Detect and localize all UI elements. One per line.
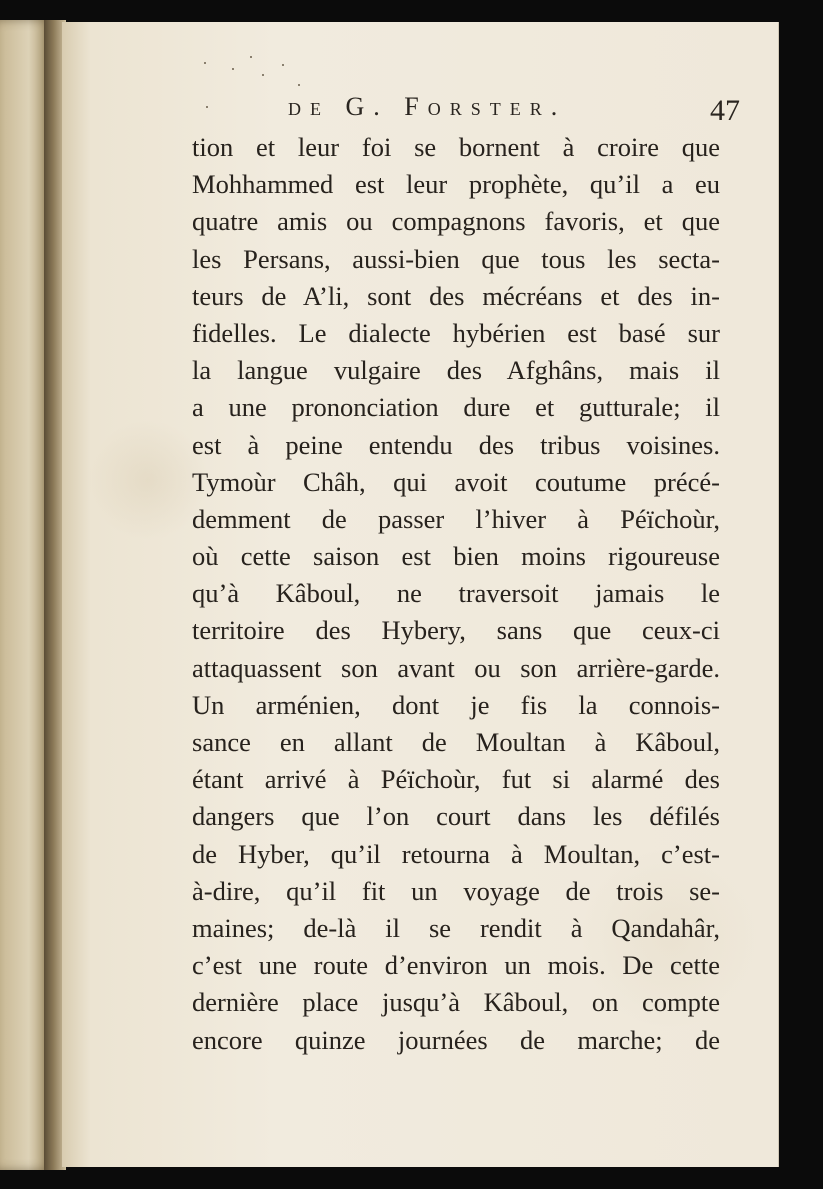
text-line: territoire des Hybery, sans que ceux-ci [192, 615, 720, 646]
text-line: fidelles. Le dialecte hybérien est basé sur [192, 317, 720, 348]
text-line: teurs de A’li, sont des mécréans et des in- [192, 280, 720, 311]
text-line: tion et leur foi se bornent à croire que [192, 132, 720, 162]
page-number: 47 [710, 94, 740, 127]
text-line: encore quinze journées de marche; de [192, 1024, 720, 1055]
body-text [192, 129, 720, 1059]
text-line: Mohhammed est leur prophète, qu’il a eu [192, 169, 720, 200]
text-line: sance en allant de Moultan à Kâboul, [192, 727, 720, 757]
text-line: Un arménien, dont je fis la connois- [192, 689, 720, 720]
text-line: c’est une route d’environ un mois. De cette [192, 950, 720, 981]
text-line: a une prononciation dure et gutturale; il [192, 392, 720, 423]
text-line: qu’à Kâboul, ne traversoit jamais le [192, 578, 720, 609]
running-head [288, 92, 758, 132]
text-line: quatre amis ou compagnons favoris, et que [192, 206, 720, 237]
text-line: les Persans, aussi-bien que tous les secta- [192, 243, 720, 274]
text-line: étant arrivé à Péïchoùr, fut si alarmé des [192, 764, 720, 795]
book-page [62, 22, 778, 1167]
text-line: dangers que l’on court dans les défilés [192, 801, 720, 832]
text-line: est à peine entendu des tribus voisines. [192, 429, 720, 460]
text-line: maines; de-là il se rendit à Qandahâr, [192, 912, 720, 943]
text-line: Tymoùr Châh, qui avoit coutume précé- [192, 466, 720, 497]
text-line: demment de passer l’hiver à Péïchoùr, [192, 503, 720, 534]
text-line: attaquassent son avant ou son arrière-garde. [192, 652, 720, 683]
text-line: à-dire, qu’il fit un voyage de trois se- [192, 875, 720, 906]
text-line: de Hyber, qu’il retourna à Moultan, c’est- [192, 838, 720, 869]
running-title: de G. Forster. [288, 92, 567, 121]
text-line: la langue vulgaire des Afghâns, mais il [192, 355, 720, 386]
text-line: dernière place jusqu’à Kâboul, on compte [192, 987, 720, 1018]
text-line: où cette saison est bien moins rigoureuse [192, 541, 720, 572]
